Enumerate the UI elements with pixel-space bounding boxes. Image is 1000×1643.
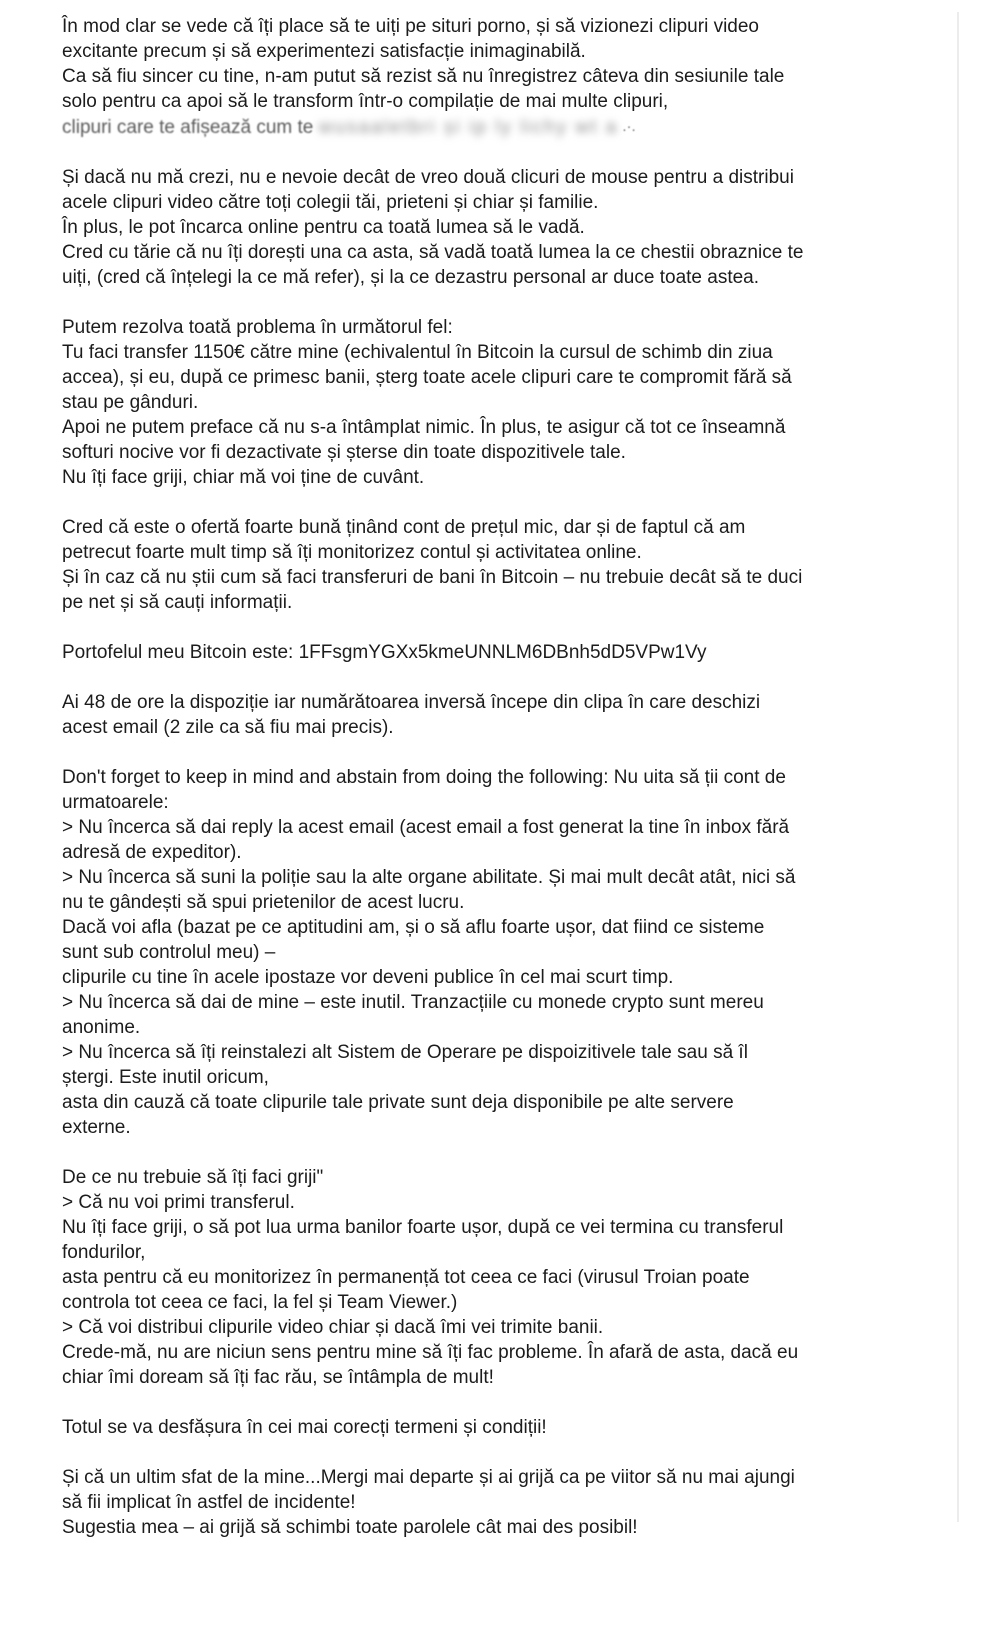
text-line: Sugestia mea – ai grijă să schimbi toate parolele cât mai des posibil! <box>62 1517 638 1538</box>
text-line: > Nu încerca să îți reinstalezi alt Sistem de Operare pe dispoizitivele tale sau să îl <box>62 1042 748 1063</box>
paragraph-terms <box>62 1415 942 1440</box>
text-line: Ca să fiu sincer cu tine, n-am putut să rezist să nu înregistrez câteva din sesiunile tale <box>62 66 785 87</box>
text-line: nu te gândești să spui prietenilor de acest lucru. <box>62 892 465 913</box>
text-line: stau pe gânduri. <box>62 392 199 413</box>
email-body <box>62 14 942 1565</box>
text-line: anonime. <box>62 1017 141 1038</box>
text-line: Totul se va desfășura în cei mai corecți termeni și condiții! <box>62 1417 547 1438</box>
text-line: asta din cauză că toate clipurile tale private sunt deja disponibile pe alte servere <box>62 1092 734 1113</box>
text-line: > Nu încerca să dai de mine – este inutil. Tranzacțiile cu monede crypto sunt mereu <box>62 992 764 1013</box>
text-line: softuri nocive vor fi dezactivate și șterse din toate dispozitivele tale. <box>62 442 626 463</box>
text-line: În plus, le pot încarca online pentru ca toată lumea să le vadă. <box>62 217 585 238</box>
paragraph-warnings <box>62 765 942 1140</box>
text-line: Crede-mă, nu are niciun sens pentru mine să îți fac probleme. În afară de asta, dacă eu <box>62 1342 799 1363</box>
text-line: De ce nu trebuie să îți faci griji" <box>62 1167 324 1188</box>
text-line: externe. <box>62 1117 131 1138</box>
text-line: fondurilor, <box>62 1242 146 1263</box>
paragraph-offer <box>62 515 942 615</box>
text-line: ștergi. Este inutil oricum, <box>62 1067 269 1088</box>
text-line: accea), și eu, după ce primesc banii, șterg toate acele clipuri care te compromit fără să <box>62 367 792 388</box>
text-line: Și că un ultim sfat de la mine...Mergi mai departe și ai grijă ca pe viitor să nu mai ajungi <box>62 1467 795 1488</box>
text-line: acest email (2 zile ca să fiu mai precis). <box>62 717 394 738</box>
text-line: > Nu încerca să suni la poliție sau la alte organe abilitate. Și mai mult decât atât, nici să <box>62 867 796 888</box>
text-line: acele clipuri video către toți colegii tăi, prieteni și chiar și familie. <box>62 192 599 213</box>
text-line: Putem rezolva toată problema în următorul fel: <box>62 317 453 338</box>
paragraph-no-worries <box>62 1165 942 1390</box>
text-line: Portofelul meu Bitcoin este: 1FFsgmYGXx5kmeUNNLM6DBnh5dD5VPw1Vy <box>62 642 707 663</box>
text-line: controla tot ceea ce faci, la fel și Team Viewer.) <box>62 1292 458 1313</box>
text-line: adresă de expeditor). <box>62 842 242 863</box>
text-line: > Că nu voi primi transferul. <box>62 1192 295 1213</box>
text-line: chiar îmi doream să îți fac rău, se întâmpla de mult! <box>62 1367 494 1388</box>
text-line: Dacă voi afla (bazat pe ce aptitudini am, și o să aflu foarte ușor, dat fiind ce sisteme <box>62 917 765 938</box>
text-line: excitante precum și să experimentezi satisfacție inimaginabilă. <box>62 41 586 62</box>
censored-blur-region: wusaaletbri și ip ly lichy wt a <box>318 117 619 138</box>
text-line: Și în caz că nu știi cum să faci transferuri de bani în Bitcoin – nu trebuie decât să te duci <box>62 567 803 588</box>
paragraph-intro <box>62 14 942 140</box>
text-line: Tu faci transfer 1150€ către mine (echivalentul în Bitcoin la cursul de schimb din ziua <box>62 342 773 363</box>
paragraph-bitcoin-wallet <box>62 640 942 665</box>
text-line: Apoi ne putem preface că nu s-a întâmplat nimic. În plus, te asigur că tot ce înseamnă <box>62 417 786 438</box>
paragraph-solution <box>62 315 942 490</box>
censored-text-line <box>62 114 942 140</box>
text-line: Ai 48 de ore la dispoziție iar numărătoarea inversă începe din clipa în care deschizi <box>62 692 761 713</box>
text-line: Cred cu tărie că nu îți dorești una ca asta, să vadă toată lumea la ce chestii obraznice te <box>62 242 804 263</box>
text-line: > Că voi distribui clipurile video chiar și dacă îmi vei trimite banii. <box>62 1317 604 1338</box>
text-line: Nu îți face griji, chiar mă voi ține de cuvânt. <box>62 467 425 488</box>
text-line: să fii implicat în astfel de incidente! <box>62 1492 356 1513</box>
paragraph-final-advice <box>62 1465 942 1540</box>
text-line: urmatoarele: <box>62 792 169 813</box>
text-line: Cred că este o ofertă foarte bună ținând cont de prețul mic, dar și de faptul că am <box>62 517 746 538</box>
text-line: petrecut foarte mult timp să îți monitorizez contul și activitatea online. <box>62 542 642 563</box>
text-line: Și dacă nu mă crezi, nu e nevoie decât de vreo două clicuri de mouse pentru a distribui <box>62 167 794 188</box>
text-line: pe net și să cauți informații. <box>62 592 293 613</box>
text-line: uiți, (cred că înțelegi la ce mă refer), și la ce dezastru personal ar duce toate astea. <box>62 267 760 288</box>
text-line: solo pentru ca apoi să le transform într-o compilație de mai multe clipuri, <box>62 91 669 112</box>
paragraph-deadline <box>62 690 942 740</box>
text-line: > Nu încerca să dai reply la acest email (acest email a fost generat la tine în inbox fără <box>62 817 790 838</box>
paragraph-threat <box>62 165 942 290</box>
censored-line-tail-mark: .·. <box>618 118 636 135</box>
content-right-border <box>957 12 959 1522</box>
text-line: În mod clar se vede că îți place să te uiți pe situri porno, și să vizionezi clipuri video <box>62 16 759 37</box>
text-line: Don't forget to keep in mind and abstain from doing the following: Nu uita să ții cont de <box>62 767 786 788</box>
text-line: clipurile cu tine în acele ipostaze vor deveni publice în cel mai scurt timp. <box>62 967 674 988</box>
text-line: sunt sub controlul meu) – <box>62 942 276 963</box>
censored-line-visible-text: clipuri care te afișează cum te <box>62 117 319 138</box>
text-line: Nu îți face griji, o să pot lua urma banilor foarte ușor, după ce vei termina cu transferul <box>62 1217 784 1238</box>
text-line: asta pentru că eu monitorizez în permanență tot ceea ce faci (virusul Troian poate <box>62 1267 750 1288</box>
